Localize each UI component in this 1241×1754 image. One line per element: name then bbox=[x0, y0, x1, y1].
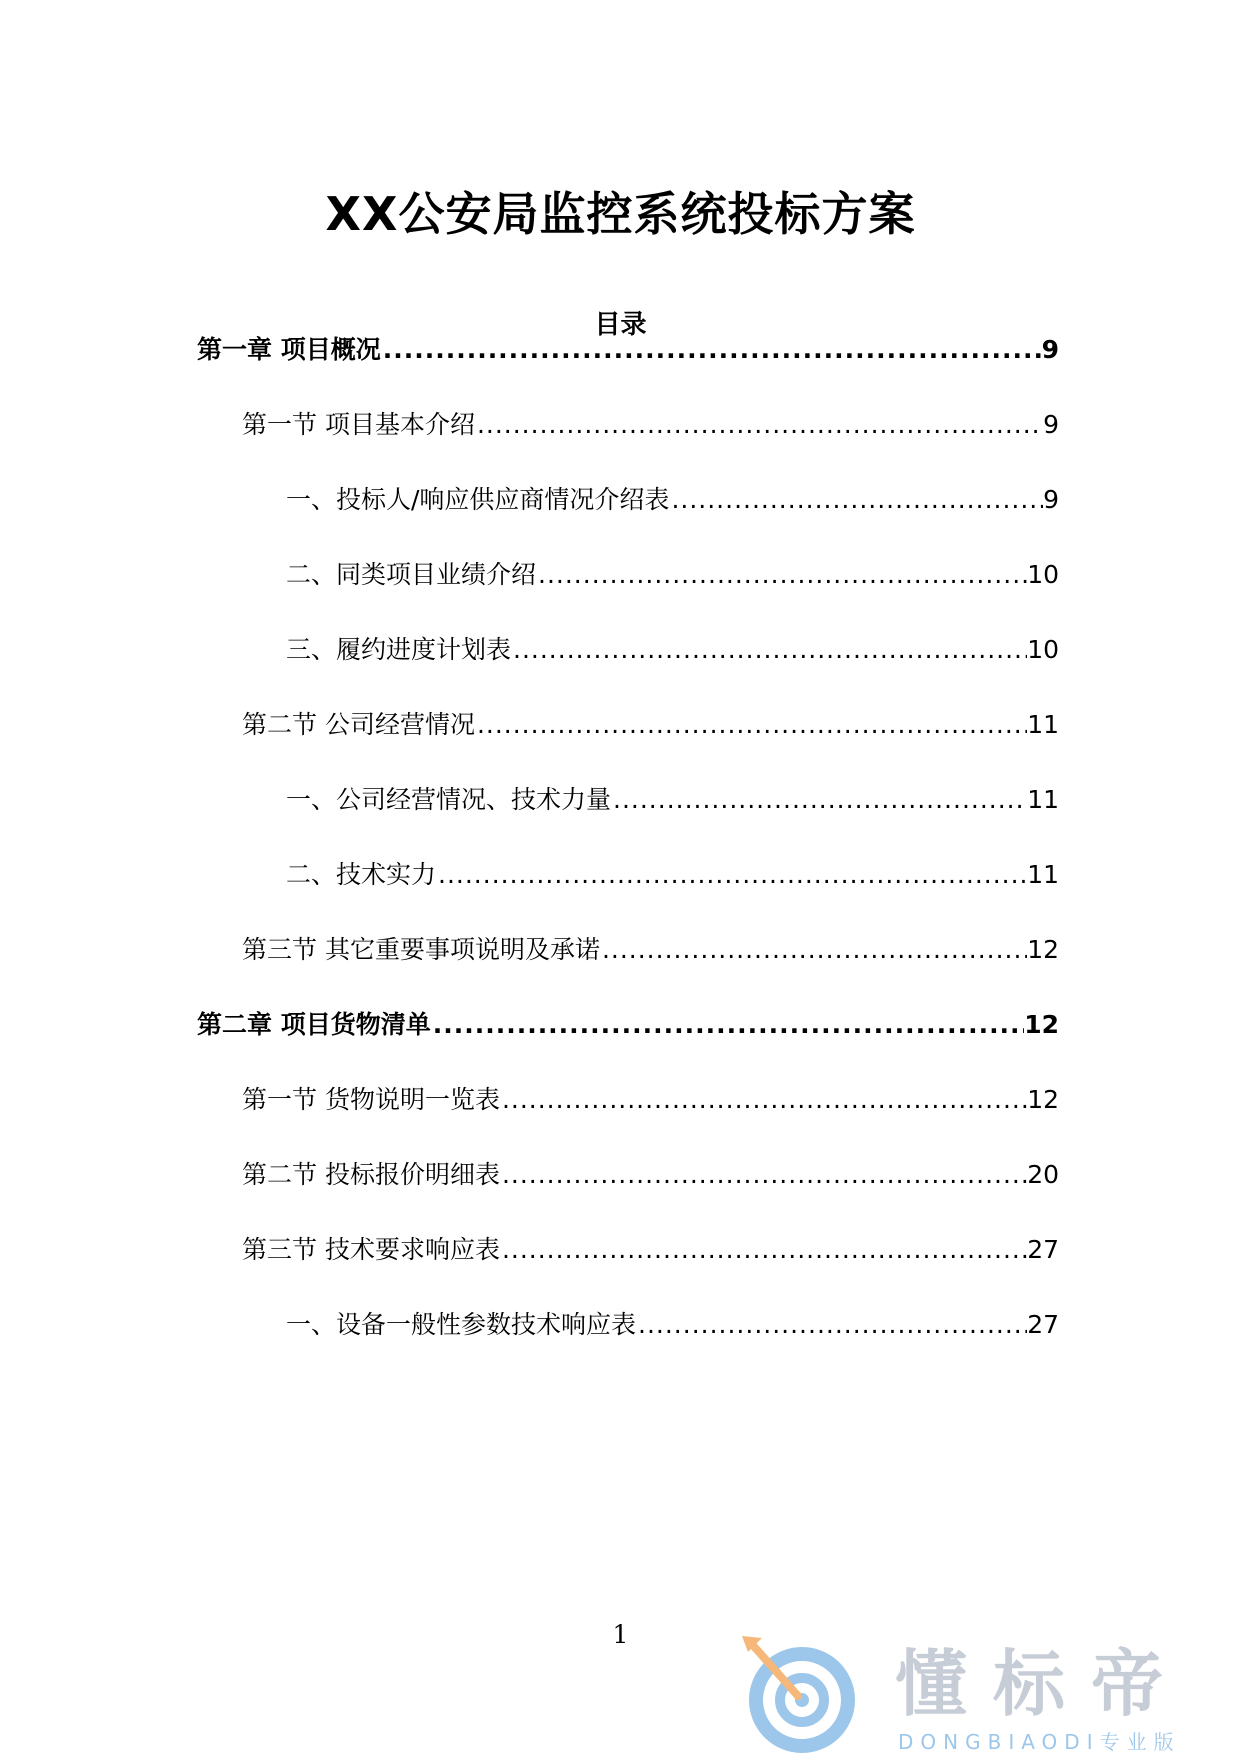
toc-entry-label: 第一节 项目基本介绍 bbox=[242, 410, 475, 439]
target-arrow-icon bbox=[740, 1630, 875, 1754]
toc-entry-page: 9 bbox=[1043, 410, 1059, 439]
toc-leader-dots bbox=[436, 855, 1027, 895]
toc-entry-page: 20 bbox=[1027, 1160, 1059, 1189]
toc-entry-subsection[interactable] bbox=[286, 855, 1059, 895]
toc-entry-section[interactable] bbox=[242, 930, 1059, 970]
toc-entry-section[interactable] bbox=[242, 1230, 1059, 1270]
toc-entry-page: 11 bbox=[1027, 785, 1059, 814]
toc-entry-label: 一、公司经营情况、技术力量 bbox=[286, 785, 612, 814]
toc-entry-section[interactable] bbox=[242, 1155, 1059, 1195]
toc-entry-label: 一、设备一般性参数技术响应表 bbox=[286, 1310, 637, 1339]
toc-entry-page: 10 bbox=[1027, 560, 1059, 589]
toc-entry-chapter-2[interactable] bbox=[197, 1005, 1059, 1045]
watermark-brand: 懂标帝 bbox=[895, 1642, 1190, 1726]
toc-entry-label: 第二章 项目货物清单 bbox=[197, 1010, 431, 1039]
toc-entry-page: 12 bbox=[1027, 935, 1059, 964]
toc-entry-chapter-1[interactable] bbox=[197, 330, 1059, 370]
toc-entry-page: 27 bbox=[1027, 1235, 1059, 1264]
toc-entry-page: 10 bbox=[1027, 635, 1059, 664]
page-number: 1 bbox=[612, 1620, 629, 1649]
toc-leader-dots bbox=[500, 1080, 1027, 1120]
toc-entry-label: 一、投标人/响应供应商情况介绍表 bbox=[286, 485, 670, 514]
toc-entry-label: 第二节 投标报价明细表 bbox=[242, 1160, 500, 1189]
toc-entry-section[interactable] bbox=[242, 705, 1059, 745]
toc-entry-label: 第三节 其它重要事项说明及承诺 bbox=[242, 935, 600, 964]
document-title: XX公安局监控系统投标方案 bbox=[325, 187, 916, 241]
toc-entry-subsection[interactable] bbox=[286, 630, 1059, 670]
toc-leader-dots bbox=[536, 555, 1027, 595]
watermark bbox=[740, 1630, 1220, 1754]
toc-leader-dots bbox=[500, 1155, 1027, 1195]
toc-entry-page: 9 bbox=[1043, 485, 1059, 514]
toc-leader-dots bbox=[636, 1305, 1027, 1345]
toc-entry-page: 9 bbox=[1041, 335, 1059, 364]
toc-leader-dots bbox=[431, 1005, 1024, 1045]
watermark-subtitle: DONGBIAODI专业版 bbox=[898, 1730, 1181, 1754]
toc-leader-dots bbox=[611, 780, 1027, 820]
toc-entry-subsection[interactable] bbox=[286, 555, 1059, 595]
toc-entry-page: 12 bbox=[1024, 1010, 1059, 1039]
toc-entry-section[interactable] bbox=[242, 405, 1059, 445]
toc-entry-subsection[interactable] bbox=[286, 1305, 1059, 1345]
toc-entry-page: 27 bbox=[1027, 1310, 1059, 1339]
toc-leader-dots bbox=[669, 480, 1043, 520]
toc-leader-dots bbox=[600, 930, 1027, 970]
toc-leader-dots bbox=[381, 330, 1042, 370]
toc-leader-dots bbox=[511, 630, 1027, 670]
toc-entry-label: 第二节 公司经营情况 bbox=[242, 710, 475, 739]
toc-entry-label: 二、技术实力 bbox=[286, 860, 437, 889]
toc-entry-label: 三、履约进度计划表 bbox=[286, 635, 512, 664]
toc-entry-page: 12 bbox=[1027, 1085, 1059, 1114]
toc-entry-section[interactable] bbox=[242, 1080, 1059, 1120]
toc-entry-subsection[interactable] bbox=[286, 780, 1059, 820]
toc-leader-dots bbox=[475, 405, 1043, 445]
toc-entry-label: 第一节 货物说明一览表 bbox=[242, 1085, 500, 1114]
toc-entry-label: 二、同类项目业绩介绍 bbox=[286, 560, 537, 589]
toc-entry-page: 11 bbox=[1027, 860, 1059, 889]
toc-entry-label: 第三节 技术要求响应表 bbox=[242, 1235, 500, 1264]
toc-heading: 目录 bbox=[594, 310, 647, 340]
toc-entry-label: 第一章 项目概况 bbox=[197, 335, 381, 364]
toc-entry-page: 11 bbox=[1027, 710, 1059, 739]
toc-leader-dots bbox=[475, 705, 1027, 745]
toc-entry-subsection[interactable] bbox=[286, 480, 1059, 520]
toc-leader-dots bbox=[500, 1230, 1027, 1270]
